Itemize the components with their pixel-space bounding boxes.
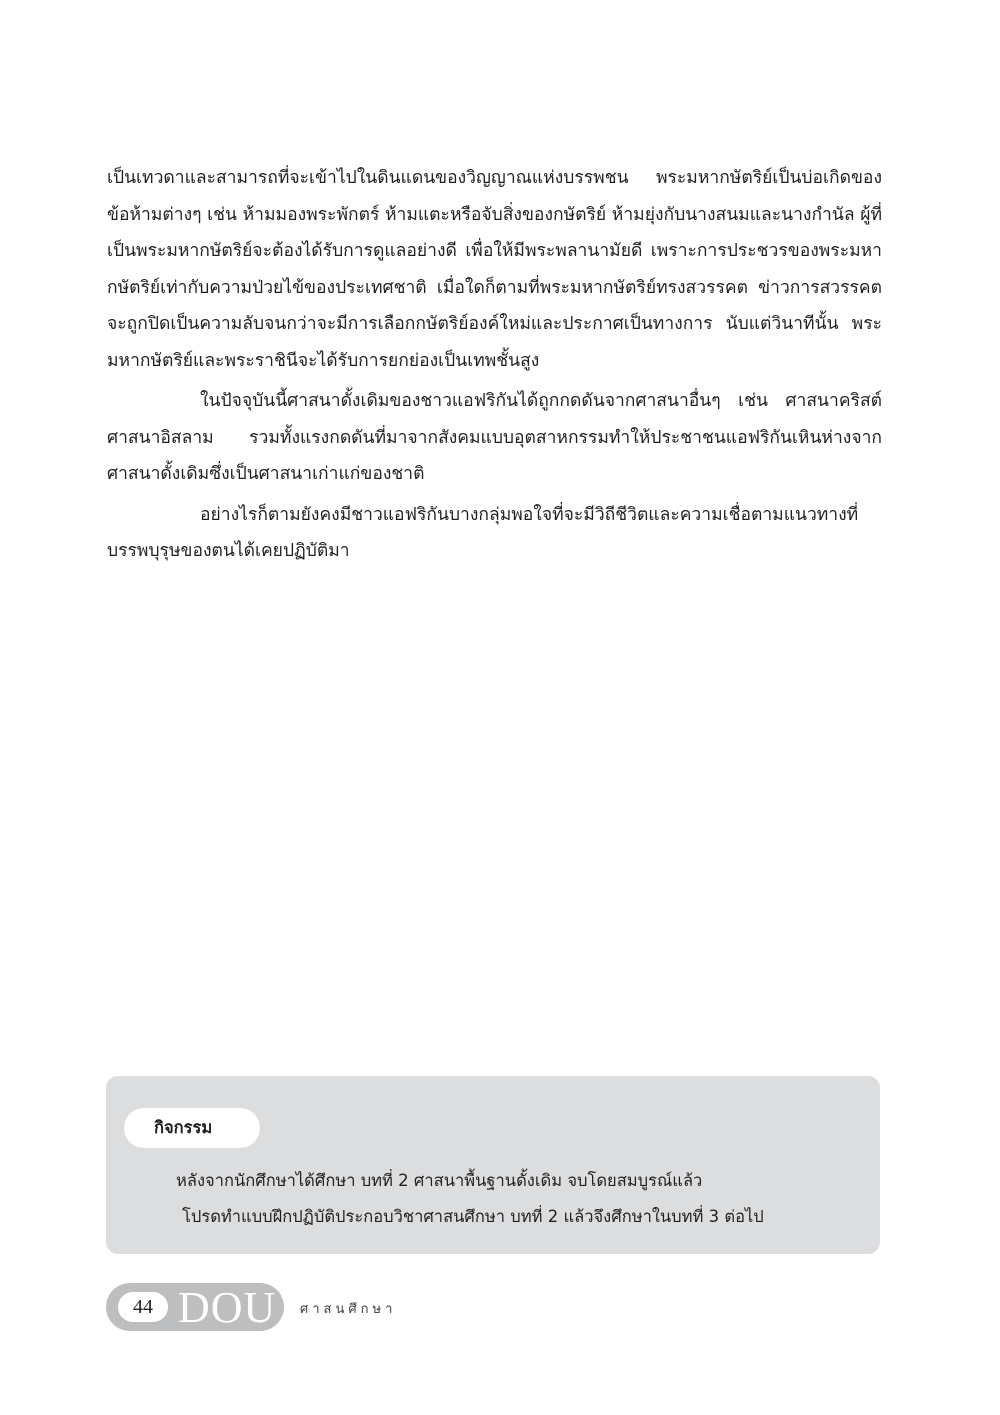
footer-course-title: ศาสนศึกษา: [300, 1302, 397, 1317]
dou-logo: DOU: [178, 1283, 277, 1332]
footer-badge: [106, 1283, 284, 1331]
activity-box: [106, 1076, 880, 1254]
activity-instruction-2: โปรดทำแบบฝึกปฏิบัติประกอบวิชาศาสนศึกษา บทที่ 2 แล้วจึงศึกษาในบทที่ 3 ต่อไป: [182, 1207, 764, 1226]
paragraph-2: ในปัจจุบันนี้ศาสนาดั้งเดิมของชาวแอฟริกันได้ถูกกดดันจากศาสนาอื่นๆ เช่น ศาสนาคริสต์ ศาสนาอิสลาม รวมทั้งแรงกดดันที่มาจากสังคมแบบอุตสาหกรรมทำให้ประชาชนแอฟริกันเหินห่างจากศาสนาดั้งเดิมซึ่งเป็นศาสนาเก่าแก่ของชาติ: [107, 391, 882, 484]
paragraph-1: เป็นเทวดาและสามารถที่จะเข้าไปในดินแดนของวิญญาณแห่งบรรพชน พระมหากษัตริย์เป็นบ่อเกิดของข้อห้ามต่างๆ เช่น ห้ามมองพระพักตร์ ห้ามแตะหรือจับสิ่งของกษัตริย์ ห้ามยุ่งกับนางสนมและนางกำนัล ผู้ที่เป็นพระมหากษัตริย์จะต้องได้รับการดูแลอย่างดี เพื่อให้มีพระพลานามัยดี เพราะการประชวรของพระมหากษัตริย์เท่ากับความป่วยไข้ของประเทศชาติ เมื่อใดก็ตามที่พระมหากษัตริย์ทรงสวรรคต ข่าวการสวรรคตจะถูกปิดเป็นความลับจนกว่าจะมีการเลือกกษัตริย์องค์ใหม่และประกาศเป็นทางการ นับแต่วินาทีนั้น พระมหากษัตริย์และพระราชินีจะได้รับการยกย่องเป็นเทพชั้นสูง: [107, 168, 882, 371]
page-number: 44: [118, 1292, 168, 1322]
activity-instruction-1: หลังจากนักศึกษาได้ศึกษา บทที่ 2 ศาสนาพื้นฐานดั้งเดิม จบโดยสมบูรณ์แล้ว: [176, 1171, 703, 1190]
body-text: [107, 160, 882, 570]
activity-label: กิจกรรม: [124, 1108, 260, 1148]
paragraph-3: อย่างไรก็ตามยังคงมีชาวแอฟริกันบางกลุ่มพอใจที่จะมีวิถีชีวิตและความเชื่อตามแนวทางที่บรรพบุรุษของตนได้เคยปฏิบัติมา: [107, 504, 859, 561]
